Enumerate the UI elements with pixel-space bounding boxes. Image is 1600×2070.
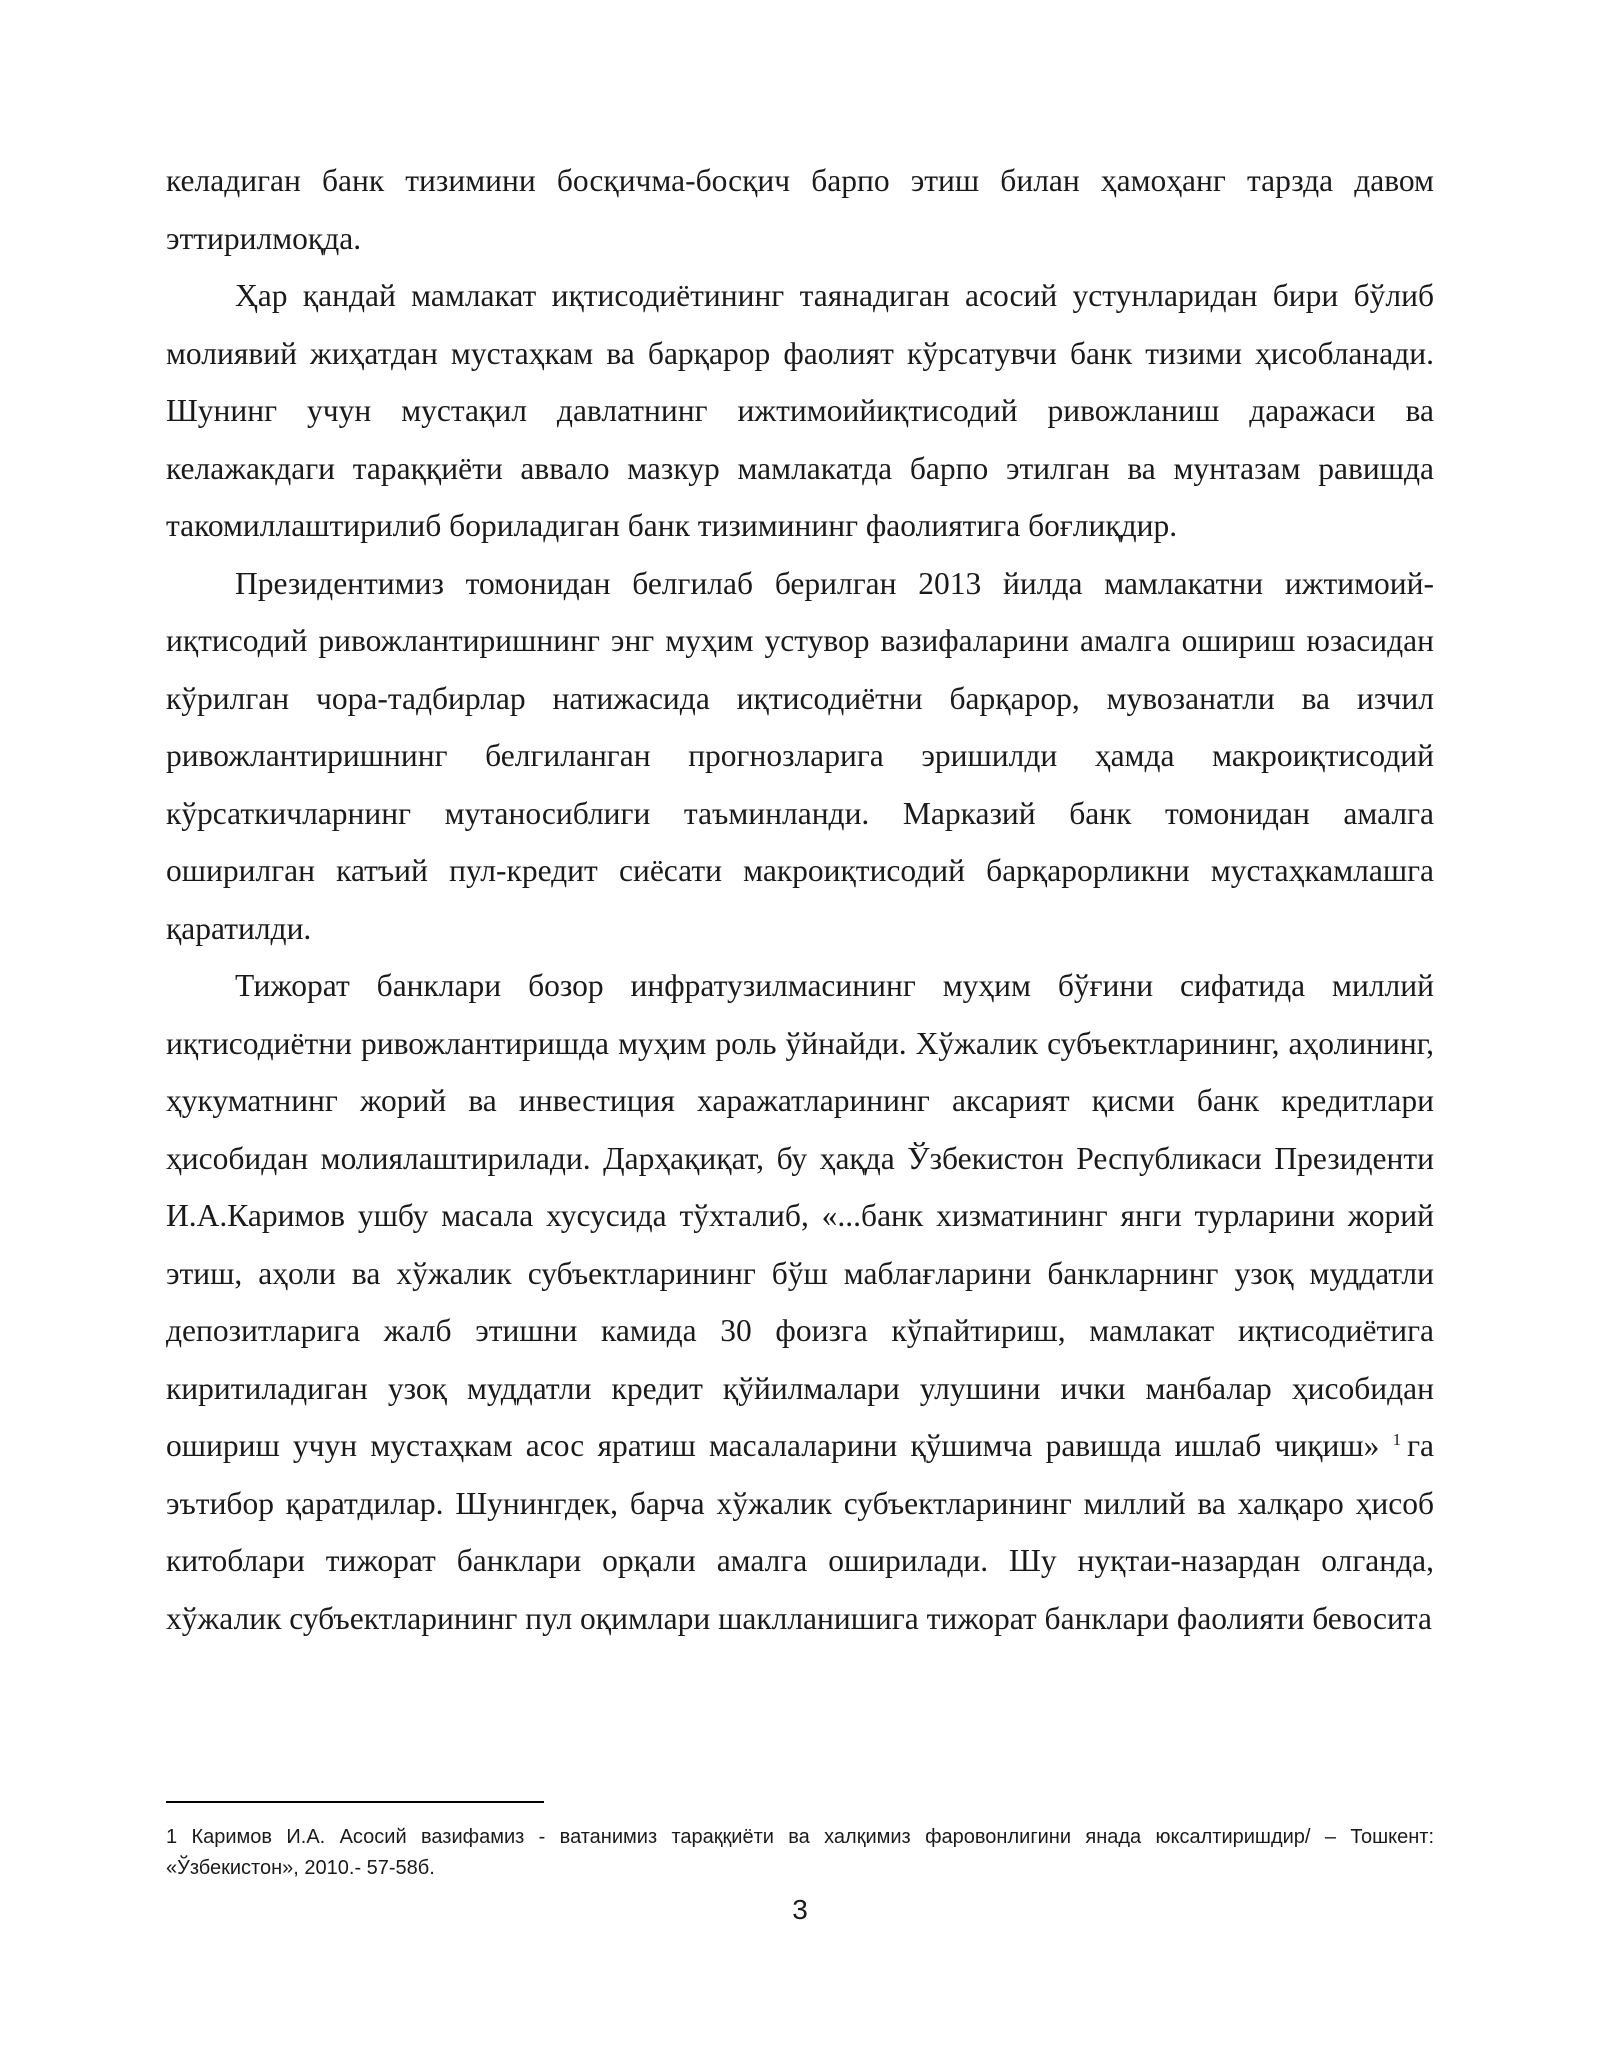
- page-number: 3: [792, 1894, 808, 1925]
- text-after-footnote: га эътибор қаратдилар. Шунингдек, барча хўжалик субъектларининг миллий ва халқаро ҳисоб китоблари тижорат банклари орқали амалга оширилади. Шу нуқтаи-назардан олганда, хўжалик субъектларининг пул оқимлари шаклланишига тижорат банклари фаолияти бевосита: [166, 1428, 1435, 1636]
- footnote: 1 Каримов И.А. Асосий вазифамиз - ватанимиз тараққиёти ва халқимиз фаровонлигини янада юксалтиришдир/ – Тошкент: «Ўзбекистон», 2010.- 57-58б.: [166, 1826, 1434, 1879]
- footnote-separator: [166, 1801, 544, 1803]
- paragraph-president-2013: Президентимиз томонидан белгилаб берилган 2013 йилда мамлакатни ижтимоий-иқтисодий ривожлантиришнинг энг муҳим устувор вазифаларини амалга ошириш юзасидан кўрилган чора-тадбирлар натижасида иқтисодиётни барқарор, мувозанатли ва изчил ривожлантиришнинг белгиланган прогнозларига эришилди ҳамда макроиқтисодий кўрсаткичларнинг мутаносиблиги таъминланди. Марказий банк томонидан амалга оширилган катъий пул-кредит сиёсати макроиқтисодий барқарорликни мустаҳкамлашга қаратилди.: [166, 565, 1434, 946]
- quote-text: Тижорат банклари бозор инфратузилмасининг муҳим бўғини сифатида миллий иқтисодиётни ривожлантиришда муҳим роль ўйнайди. Хўжалик субъектларининг, аҳолининг, ҳукуматнинг жорий ва инвестиция харажатларининг аксарият қисми банк кредитлари ҳисобидан молиялаштирилади. Дарҳақиқат, бу ҳақда Ўзбекистон Республикаси Президенти И.А.Каримов ушбу масала хусусида тўхталиб, «...банк хизматининг янги турларини жорий этиш, аҳоли ва хўжалик субъектларининг бўш маблағларини банкларнинг узоқ муддатли депозитларига жалб этишни камида 30 фоизга кўпайтириш, мамлакат иқтисодиётига киритиладиган узоқ муддатли кредит қўйилмалари улушини ички манбалар ҳисобидан ошириш учун мустаҳкам асос яратиш масалаларини қўшимча равишда ишлаб чиқиш»: [166, 968, 1434, 1463]
- paragraph-banking-system: Ҳар қандай мамлакат иқтисодиётининг таянадиган асосий устунларидан бири бўлиб молиявий жиҳатдан мустаҳкам ва барқарор фаолият кўрсатувчи банк тизими ҳисобланади. Шунинг учун мустақил давлатнинг ижтимоийиқтисодий ривожланиш даражаси ва келажакдаги тараққиёти аввало мазкур мамлакатда барпо этилган ва мунтазам равишда такомиллаштирилиб бориладиган банк тизимининг фаолиятига боғлиқдир.: [166, 278, 1434, 543]
- paragraph-commercial-banks: [166, 957, 1434, 1647]
- body-text: [166, 152, 1434, 1647]
- footnote-reference[interactable]: 1: [1392, 1429, 1402, 1449]
- paragraph-continuation: келадиган банк тизимини босқичма-босқич барпо этиш билан ҳамоҳанг тарзда давом эттирилмоқда.: [166, 163, 1434, 256]
